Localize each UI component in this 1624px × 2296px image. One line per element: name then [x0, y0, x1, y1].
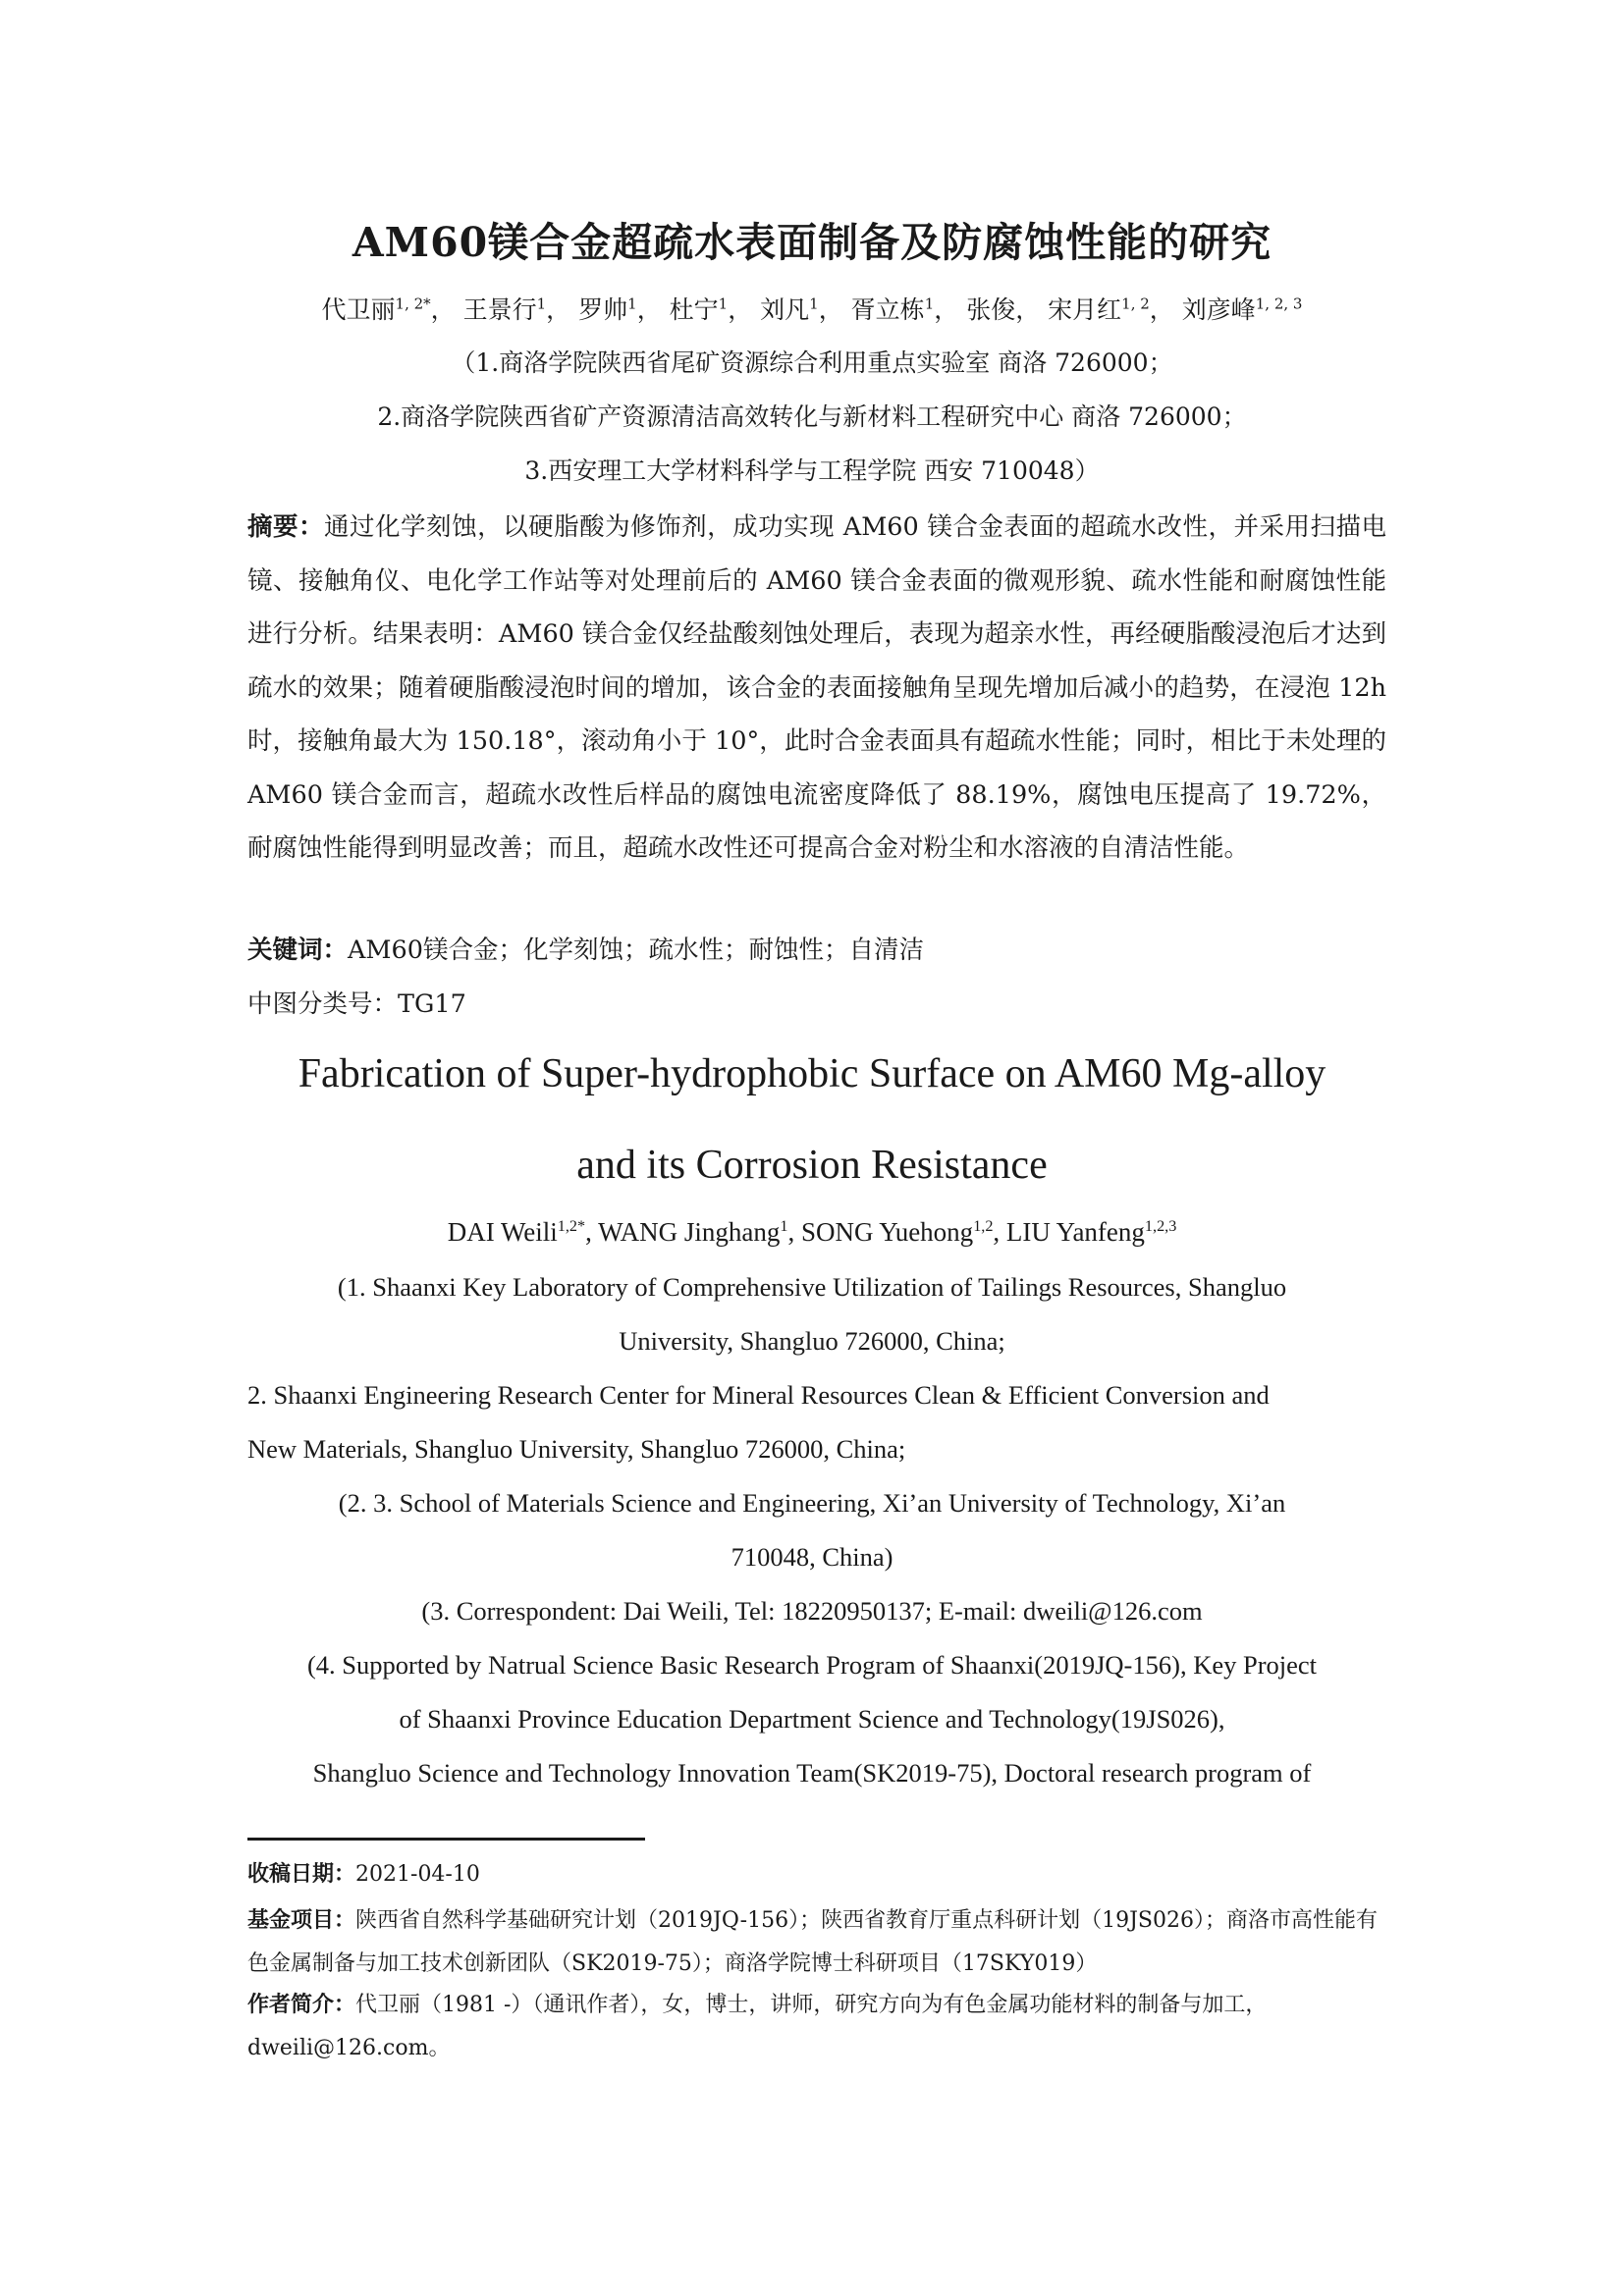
- affiliation-en-line: 2. Shaanxi Engineering Research Center for Mineral Resources Clean & Efficient Conversion and: [247, 1380, 1270, 1410]
- keywords-cn: [247, 931, 924, 966]
- paper-title-en-line-2: and its Corrosion Resistance: [576, 1143, 1048, 1188]
- author-cn: 刘凡$^1$: [760, 294, 819, 324]
- footnote-author: 作者简介：代卫丽（1981 -）（通讯作者），女，博士，讲师，研究方向为有色金属功能材料的制备与加工，dweili@126.com。: [247, 1992, 1268, 2060]
- footnote-fund: 基金项目：陕西省自然科学基础研究计划（2019JQ-156）；陕西省教育厅重点科研计划（19JS026）；商洛市高性能有色金属制备与加工技术创新团队（SK2019-75）；商洛学院博士科研项目（17SKY019）: [247, 1907, 1378, 1976]
- author-cn: 杜宁$^1$: [669, 294, 729, 324]
- paper-title-en-line-1: Fabrication of Super-hydrophobic Surface on AM60 Mg-alloy: [298, 1051, 1326, 1096]
- author-cn: 王景行$^1$: [462, 294, 547, 324]
- funding-en-line: Shangluo Science and Technology Innovation Team(SK2019-75), Doctoral research program of: [312, 1758, 1312, 1788]
- author-list-cn: 代卫丽$^{1, 2*}$， 王景行$^1$， 罗帅$^1$， 杜宁$^1$， 刘凡$^1$， 胥立栋$^1$， 张俊， 宋月红$^{1, 2}$， 刘彦峰$^{1, 2, 3}$: [321, 294, 1303, 324]
- author-cn: 罗帅$^1$: [578, 294, 637, 324]
- affiliation-en-line: 710048, China): [731, 1542, 893, 1572]
- author-en: DAI Weili$^{1,2*}$: [447, 1217, 586, 1247]
- affiliation-en-line: New Materials, Shangluo University, Shangluo 726000, China;: [247, 1434, 906, 1464]
- funding-en-line: (4. Supported by Natrual Science Basic Research Program of Shaanxi(2019JQ-156), Key Project: [306, 1650, 1318, 1680]
- footnote-divider: [247, 1838, 645, 1841]
- author-list-en: DAI Weili$^{1,2*}$, WANG Jinghang$^1$, SONG Yuehong$^{1,2}$, LIU Yanfeng$^{1,2,3}$: [447, 1217, 1177, 1247]
- funding-en-line: of Shaanxi Province Education Department Science and Technology(19JS026),: [399, 1704, 1225, 1734]
- author-cn: 代卫丽$^{1, 2*}$: [321, 294, 431, 324]
- paper-title-cn: AM60镁合金超疏水表面制备及防腐蚀性能的研究: [352, 219, 1272, 266]
- affiliation-cn-1: （1.商洛学院陕西省尾矿资源综合利用重点实验室 商洛 726000；: [451, 348, 1173, 377]
- affiliation-en-line: University, Shangluo 726000, China;: [619, 1326, 1005, 1356]
- affiliation-cn-2: 2.商洛学院陕西省矿产资源清洁高效转化与新材料工程研究中心 商洛 726000；: [377, 402, 1247, 431]
- correspondent-line: (3. Correspondent: Dai Weili, Tel: 18220950137; E-mail: dweili@126.com: [421, 1596, 1203, 1626]
- author-cn: 张俊: [966, 295, 1016, 324]
- author-cn: 宋月红$^{1, 2}$: [1048, 294, 1150, 324]
- author-en: SONG Yuehong$^{1,2}$: [800, 1217, 994, 1247]
- keywords-text: AM60镁合金；化学刻蚀；疏水性；耐蚀性；自清洁: [348, 935, 924, 965]
- clc-number: 中图分类号：TG17: [247, 989, 466, 1019]
- affiliation-en-line: (2. 3. School of Materials Science and Engineering, Xi’an University of Technology, Xi’an: [338, 1488, 1286, 1518]
- abstract-cn: [247, 501, 1386, 876]
- affiliation-en-line: (1. Shaanxi Key Laboratory of Comprehensive Utilization of Tailings Resources, Shangluo: [337, 1272, 1287, 1302]
- footnote-received: 收稿日期：2021-04-10: [247, 1861, 480, 1887]
- affiliation-cn-3: 3.西安理工大学材料科学与工程学院 西安 710048）: [524, 456, 1100, 485]
- abstract-label: 摘要：: [247, 512, 325, 542]
- author-en: LIU Yanfeng$^{1,2,3}$: [1005, 1217, 1177, 1247]
- abstract-text: 通过化学刻蚀，以硬脂酸为修饰剂，成功实现 AM60 镁合金表面的超疏水改性，并采用扫描电镜、接触角仪、电化学工作站等对处理前后的 AM60 镁合金表面的微观形貌、疏水性能和耐腐蚀性能进行分析。结果表明：AM60 镁合金仅经盐酸刻蚀处理后，表现为超亲水性，再经硬脂酸浸泡后才达到疏水的效果；随着硬脂酸浸泡时间的增加，该合金的表面接触角呈现先增加后减小的趋势，在浸泡 12h 时，接触角最大为 150.18°，滚动角小于 10°，此时合金表面具有超疏水性能；同时，相比于未处理的 AM60 镁合金而言，超疏水改性后样品的腐蚀电流密度降低了 88.19%，腐蚀电压提高了 19.72%，耐腐蚀性能得到明显改善；而且，超疏水改性还可提高合金对粉尘和水溶液的自清洁性能。: [247, 512, 1386, 863]
- author-cn: 胥立栋$^1$: [850, 294, 935, 324]
- author-cn: 刘彦峰$^{1, 2, 3}$: [1181, 294, 1303, 324]
- keywords-label: 关键词：: [247, 935, 349, 965]
- author-en: WANG Jinghang$^1$: [598, 1217, 788, 1247]
